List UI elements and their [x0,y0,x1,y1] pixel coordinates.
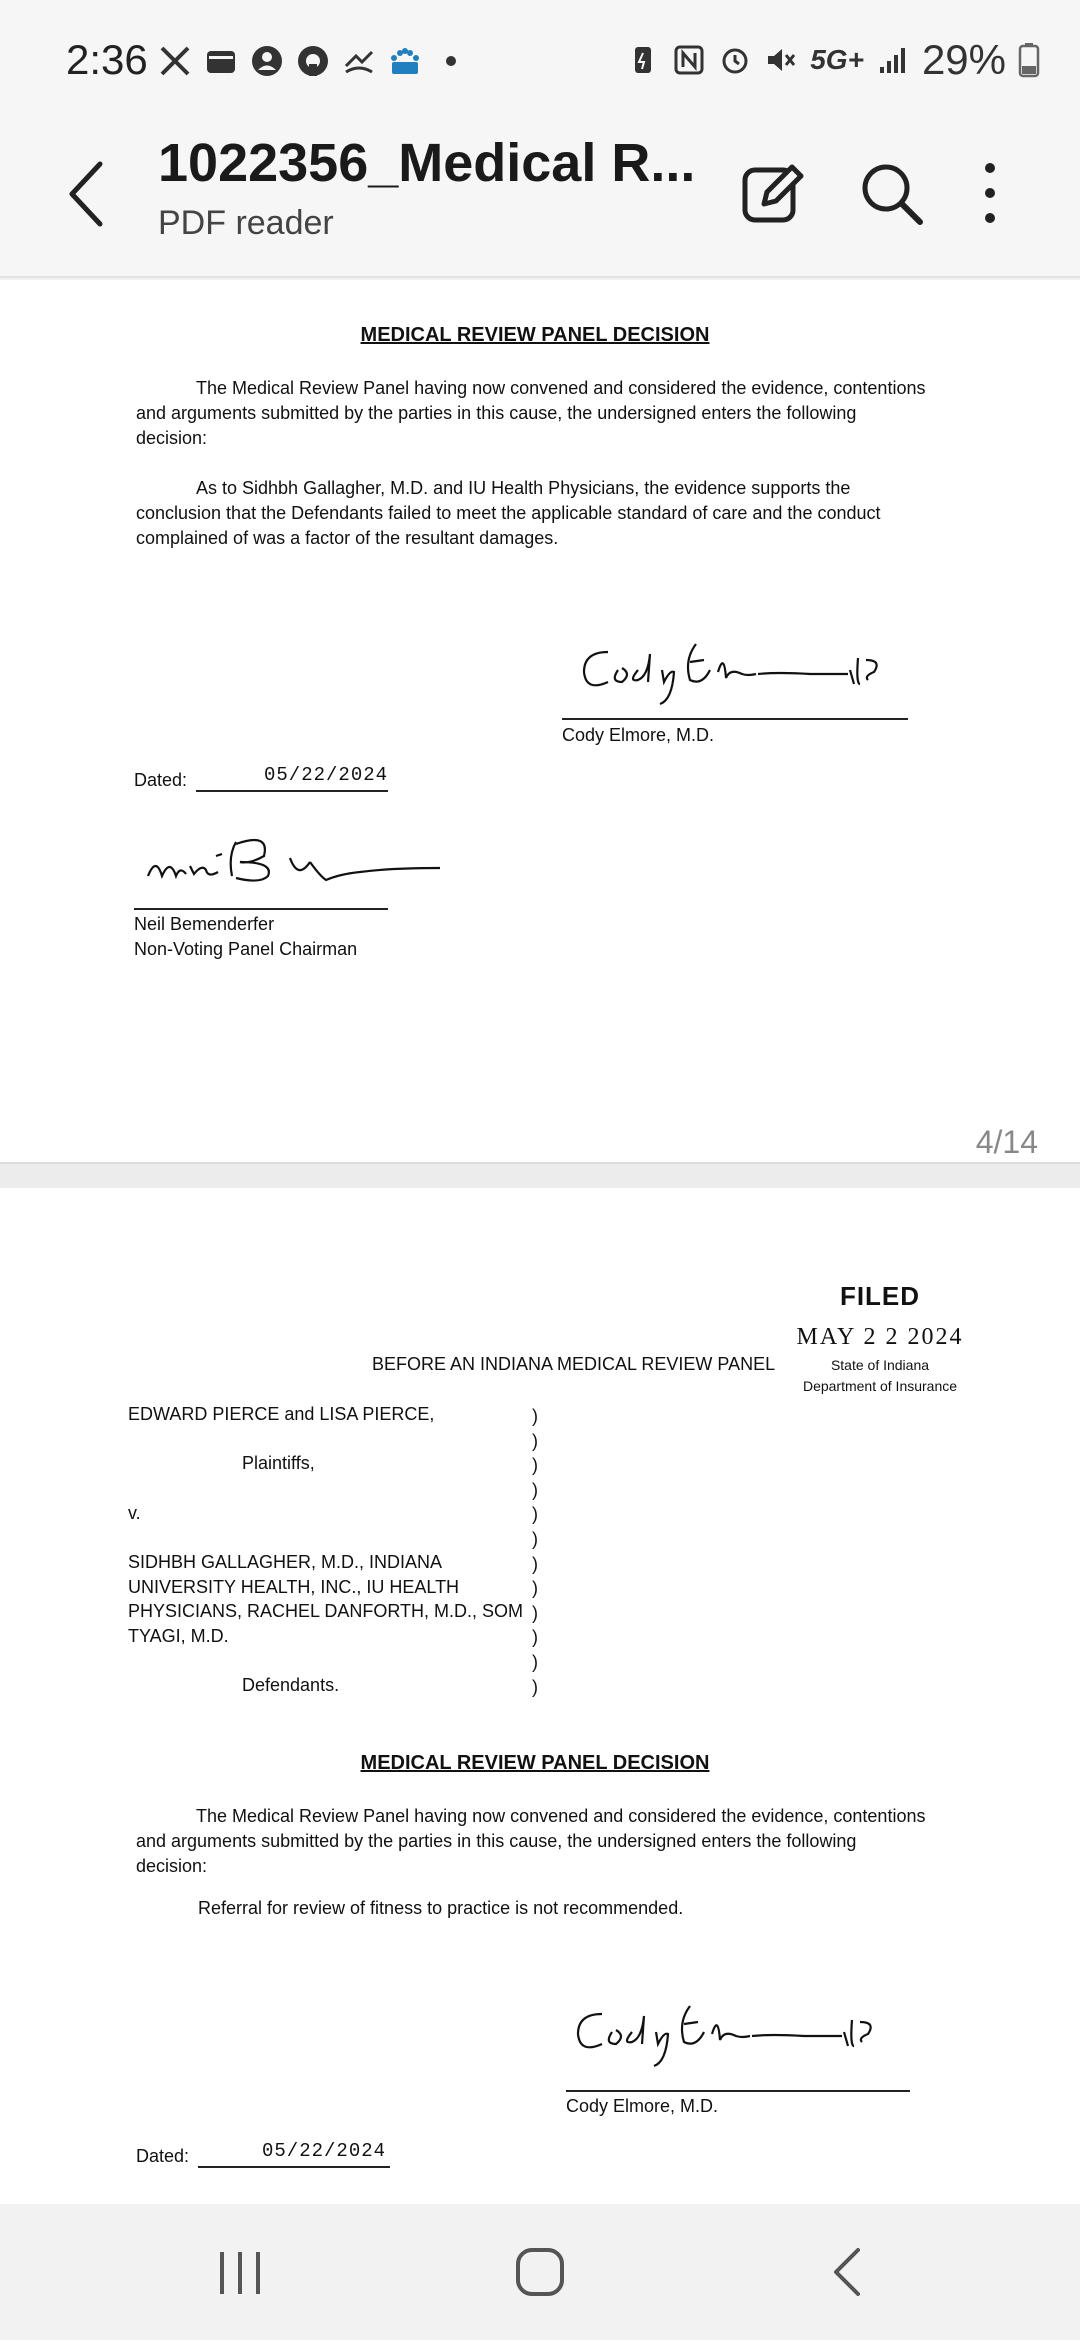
page-separator [0,1162,1080,1188]
defendants-line-4: TYAGI, M.D. [128,1626,229,1646]
recent-apps-icon[interactable] [210,2248,270,2298]
app-subtitle: PDF reader [158,204,334,242]
notification-icons [158,44,468,78]
signature-cody-elmore [578,630,918,710]
decision-intro-text: The Medical Review Panel having now convened and considered the evidence, contentions and arguments submitted by the parties in this cause, the undersigned enters the following decision: [136,378,926,448]
network-type: 5G+ [810,44,864,75]
defendants-line-3: PHYSICIANS, RACHEL DANFORTH, M.D., SOM [128,1601,524,1621]
app-bar [0,124,1080,278]
status-right [626,36,1040,84]
battery-percent: 29% [921,36,1006,83]
alarm-icon [718,43,752,77]
signer-name-2: Cody Elmore, M.D. [566,2096,719,2116]
edit-icon[interactable] [740,160,806,226]
more-options-icon[interactable] [970,158,1010,228]
defendants-label: Defendants. [242,1675,340,1695]
dated-line [196,790,388,792]
decision-intro-2 [136,1804,926,1879]
navigation-bar [0,2204,1080,2340]
chair-signature-line [134,908,388,910]
decision-finding [136,476,926,551]
kaiser-icon [388,44,422,78]
dated-label-2: Dated: [136,2146,190,2166]
signature-cody-elmore-2 [572,1992,912,2072]
stamp-state-line2: Department of Insurance [802,1378,958,1394]
signature-neil-bemenderfer [140,832,470,904]
decision-intro [136,376,926,451]
chair-name: Neil Bemenderfer [134,914,275,934]
stamp-date: MAY 2 2 2024 [796,1324,964,1350]
signal-icon [876,43,910,77]
decision-heading: MEDICAL REVIEW PANEL DECISION [360,324,710,346]
plaintiffs-label: Plaintiffs, [242,1453,315,1473]
decision-intro-2-text: The Medical Review Panel having now convened and considered the evidence, contentions and arguments submitted by the parties in this cause, the undersigned enters the following decision: [136,1806,926,1876]
referral-statement: Referral for review of fitness to practice is not recommended. [198,1898,684,1918]
pdf-page-4[interactable] [0,280,1080,1162]
battery-saver-icon [626,43,660,77]
dated-value: 05/22/2024 [264,764,389,786]
versus: v. [128,1503,141,1523]
decision-finding-text: As to Sidhbh Gallagher, M.D. and IU Health Physicians, the evidence supports the conclusion that the Defendants failed to meet the applicable standard of care and the conduct complained of was a factor of the resultant damages. [136,478,881,548]
signer-name: Cody Elmore, M.D. [562,725,715,745]
plaintiffs-names: EDWARD PIERCE and LISA PIERCE, [128,1404,435,1424]
court-heading: BEFORE AN INDIANA MEDICAL REVIEW PANEL [372,1354,776,1374]
back-arrow-icon[interactable] [60,154,120,234]
pdf-page-5[interactable] [0,1188,1080,2204]
nav-back-icon[interactable] [826,2244,866,2300]
account-icon [250,44,284,78]
page-indicator: 4/14 [975,1124,1038,1160]
defendants-line-1: SIDHBH GALLAGHER, M.D., INDIANA [128,1552,443,1572]
decision-heading-2: MEDICAL REVIEW PANEL DECISION [360,1752,710,1774]
dot-icon [434,44,468,78]
x-icon [158,44,192,78]
missed-call-icon [342,44,376,78]
signature-line-2 [566,2090,910,2092]
chair-title: Non-Voting Panel Chairman [134,939,358,959]
dated-line-2 [198,2166,390,2168]
wallet-icon [204,44,238,78]
battery-icon [1018,42,1040,78]
defendants-line-2: UNIVERSITY HEALTH, INC., IU HEALTH [128,1577,460,1597]
stamp-state-line1: State of Indiana [830,1357,930,1373]
dated-label: Dated: [134,770,188,790]
filed-stamp [790,1281,970,1393]
caption-parentheses: ) ) ) ) ) ) ) ) ) ) ) ) [532,1406,538,1697]
status-time: 2:36 [66,36,148,83]
nfc-icon [672,43,706,77]
mute-icon [764,43,798,77]
home-icon[interactable] [514,2244,566,2300]
document-title: 1022356_Medical R... [158,133,696,193]
stamp-filed: FILED [839,1281,921,1311]
search-icon[interactable] [856,158,926,228]
github-icon [296,44,330,78]
signature-line [562,718,908,720]
status-bar [0,0,1080,124]
dated-value-2: 05/22/2024 [262,2140,387,2162]
